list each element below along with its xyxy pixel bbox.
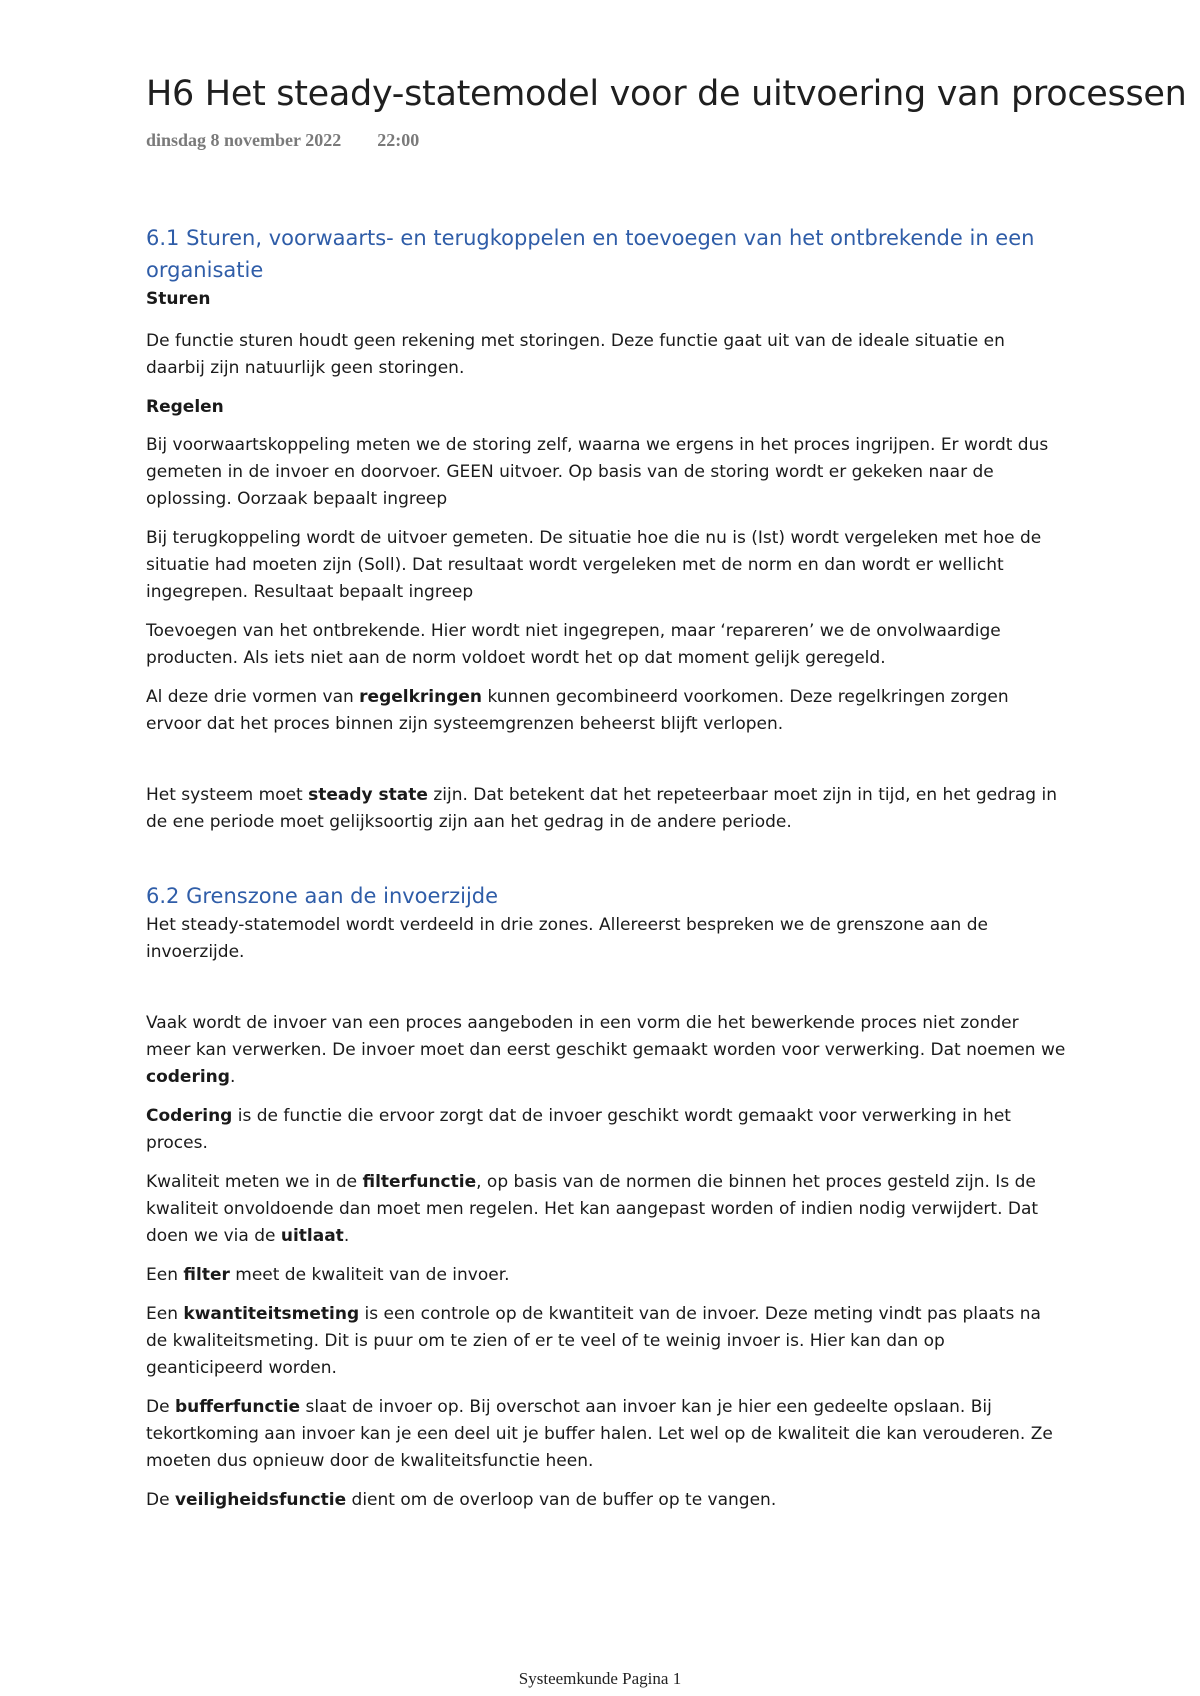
paragraph-sturen: De functie sturen houdt geen rekening met storingen. Deze functie gaat uit van de ideale situatie en daarbij zijn natuurlijk geen storingen.: [146, 331, 1005, 378]
page-title: H6 Het steady-statemodel voor de uitvoering van processen: [146, 74, 1187, 114]
paragraph-terugkoppeling: Bij terugkoppeling wordt de uitvoer gemeten. De situatie hoe die nu is (Ist) wordt vergeleken met hoe de situatie had moeten zijn (Soll). Dat resultaat wordt vergeleken met de norm en dan wordt er wellicht ingegrepen. Resultaat bepaalt ingreep: [146, 528, 1042, 602]
paragraph-bufferfunctie: De bufferfunctie slaat de invoer op. Bij overschot aan invoer kan je hier een gedeelte opslaan. Bij tekortkoming aan invoer kan je een deel uit je buffer halen. Let wel op de kwaliteit die kan verouderen. Ze moeten dus opnieuw door de kwaliteitsfunctie heen.: [146, 1397, 1053, 1471]
paragraph-veiligheidsfunctie: De veiligheidsfunctie dient om de overloop van de buffer op te vangen.: [146, 1490, 777, 1510]
subheading-sturen: Sturen: [146, 289, 211, 309]
section-heading-6-1: 6.1 Sturen, voorwaarts- en terugkoppelen en toevoegen van het ontbrekende in een organisatie: [146, 226, 1035, 282]
subheading-regelen: Regelen: [146, 397, 224, 417]
section-heading-6-2: 6.2 Grenszone aan de invoerzijde: [146, 884, 499, 908]
note-meta: [146, 130, 419, 151]
paragraph-voorwaartskoppeling: Bij voorwaartskoppeling meten we de storing zelf, waarna we ergens in het proces ingrijpen. Er wordt dus gemeten in de invoer en doorvoer. GEEN uitvoer. Op basis van de storing wordt er gekeken naar de oplossing. Oorzaak bepaalt ingreep: [146, 435, 1049, 509]
paragraph-steady-state: Het systeem moet steady state zijn. Dat betekent dat het repeteerbaar moet zijn in tijd, en het gedrag in de ene periode moet gelijksoortig zijn aan het gedrag in de andere periode.: [146, 785, 1057, 832]
paragraph-codering: Codering is de functie die ervoor zorgt dat de invoer geschikt wordt gemaakt voor verwerking in het proces.: [146, 1106, 1011, 1153]
paragraph-intro-zones: Het steady-statemodel wordt verdeeld in drie zones. Allereerst bespreken we de grenszone aan de invoerzijde.: [146, 915, 988, 962]
page-footer: Systeemkunde Pagina 1: [518, 1669, 682, 1688]
paragraph-filter: Een filter meet de kwaliteit van de invoer.: [146, 1265, 510, 1285]
paragraph-filterfunctie: Kwaliteit meten we in de filterfunctie, op basis van de normen die binnen het proces gesteld zijn. Is de kwaliteit onvoldoende dan moet men regelen. Het kan aangepast worden of indien nodig verwijdert. Dat doen we via de uitlaat.: [146, 1172, 1039, 1246]
note-date: dinsdag 8 november 2022: [146, 130, 342, 150]
paragraph-codering-intro: Vaak wordt de invoer van een proces aangeboden in een vorm die het bewerkende proces niet zonder meer kan verwerken. De invoer moet dan eerst geschikt gemaakt worden voor verwerking. Dat noemen we codering.: [146, 1013, 1066, 1087]
paragraph-toevoegen: Toevoegen van het ontbrekende. Hier wordt niet ingegrepen, maar ‘repareren’ we de onvolwaardige producten. Als iets niet aan de norm voldoet wordt het op dat moment gelijk geregeld.: [146, 621, 1001, 668]
paragraph-kwantiteitsmeting: Een kwantiteitsmeting is een controle op de kwantiteit van de invoer. Deze meting vindt pas plaats na de kwaliteitsmeting. Dit is puur om te zien of er te veel of te weinig invoer is. Hier kan dan op geanticipeerd worden.: [146, 1304, 1041, 1378]
note-body: [146, 222, 1066, 1514]
note-time: 22:00: [377, 130, 420, 150]
paragraph-regelkringen: Al deze drie vormen van regelkringen kunnen gecombineerd voorkomen. Deze regelkringen zorgen ervoor dat het proces binnen zijn systeemgrenzen beheerst blijft verlopen.: [146, 687, 1009, 734]
